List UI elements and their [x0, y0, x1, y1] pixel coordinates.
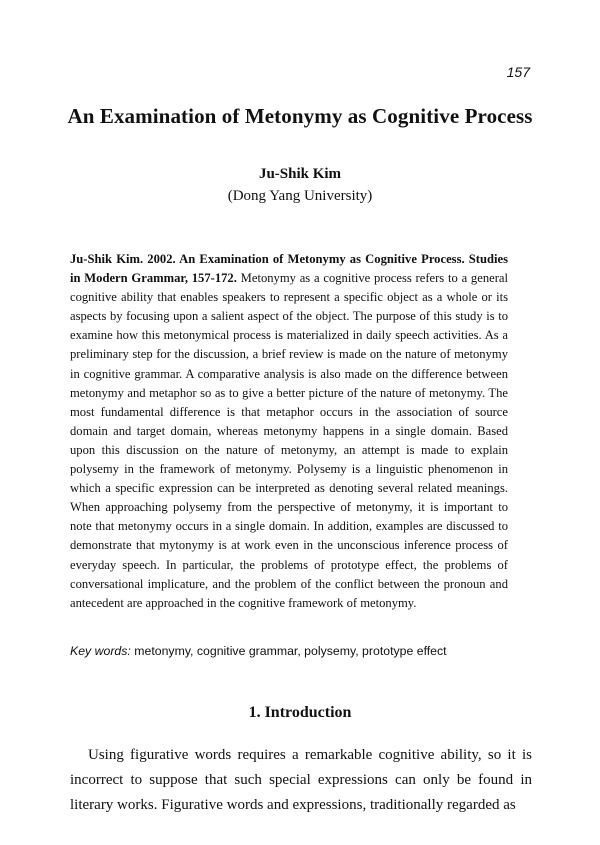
author-name: Ju-Shik Kim [258, 166, 342, 182]
author-affiliation: (Dong Yang University) [227, 188, 373, 204]
page-number: 157 [506, 64, 530, 80]
abstract-body: Metonymy as a cognitive process refers to a general cognitive ability that enables speakers to represent a specific object as a whole or its aspects by focusing upon a salient aspect of the object. The purpose of this study is to examine how this metonymical process is materialized in daily speech activities. As a preliminary step for the discussion, a brief review is made on the nature of metonymy in cognitive grammar. A comparative analysis is also made on the difference between metonymy and metaphor so as to give a better picture of the nature of metonymy. The most fundamental difference is that metaphor occurs in the association of source domain and target domain, whereas metonymy happens in a single domain. Based upon this discussion on the nature of metonymy, an attempt is made to explain polysemy in the framework of metonymy. Polysemy is a linguistic phenomenon in which a specific expression can be interpreted as denoting several related meanings. When approaching polysemy from the perspective of metonymy, it is important to note that metonymy occurs in a single domain. In addition, examples are discussed to demonstrate that mytonymy is at work even in the unconscious inference process of everyday speech. In particular, the problems of prototype effect, the problems of conversational implicature, and the problem of the conflict between the pronoun and antecedent are approached in the cognitive framework of metonymy. [70, 271, 508, 610]
introduction-paragraph: Using figurative words requires a remarkable cognitive ability, so it is incorrect to suppose that such special expressions can only be found in literary works. Figurative words and expressions, traditionally regarded as [70, 747, 532, 813]
section-heading-introduction: 1. Introduction [248, 704, 352, 721]
abstract-citation: Ju-Shik Kim. 2002. An Examination of Metonymy as Cognitive Process. Studies in Modern Grammar, 157-172. [70, 252, 508, 286]
keywords [70, 644, 530, 658]
keywords-list: metonymy, cognitive grammar, polysemy, prototype effect [134, 644, 447, 658]
paper-title: An Examination of Metonymy as Cognitive Process [67, 104, 533, 128]
abstract [70, 250, 508, 613]
keywords-label: Key words: [70, 644, 131, 658]
